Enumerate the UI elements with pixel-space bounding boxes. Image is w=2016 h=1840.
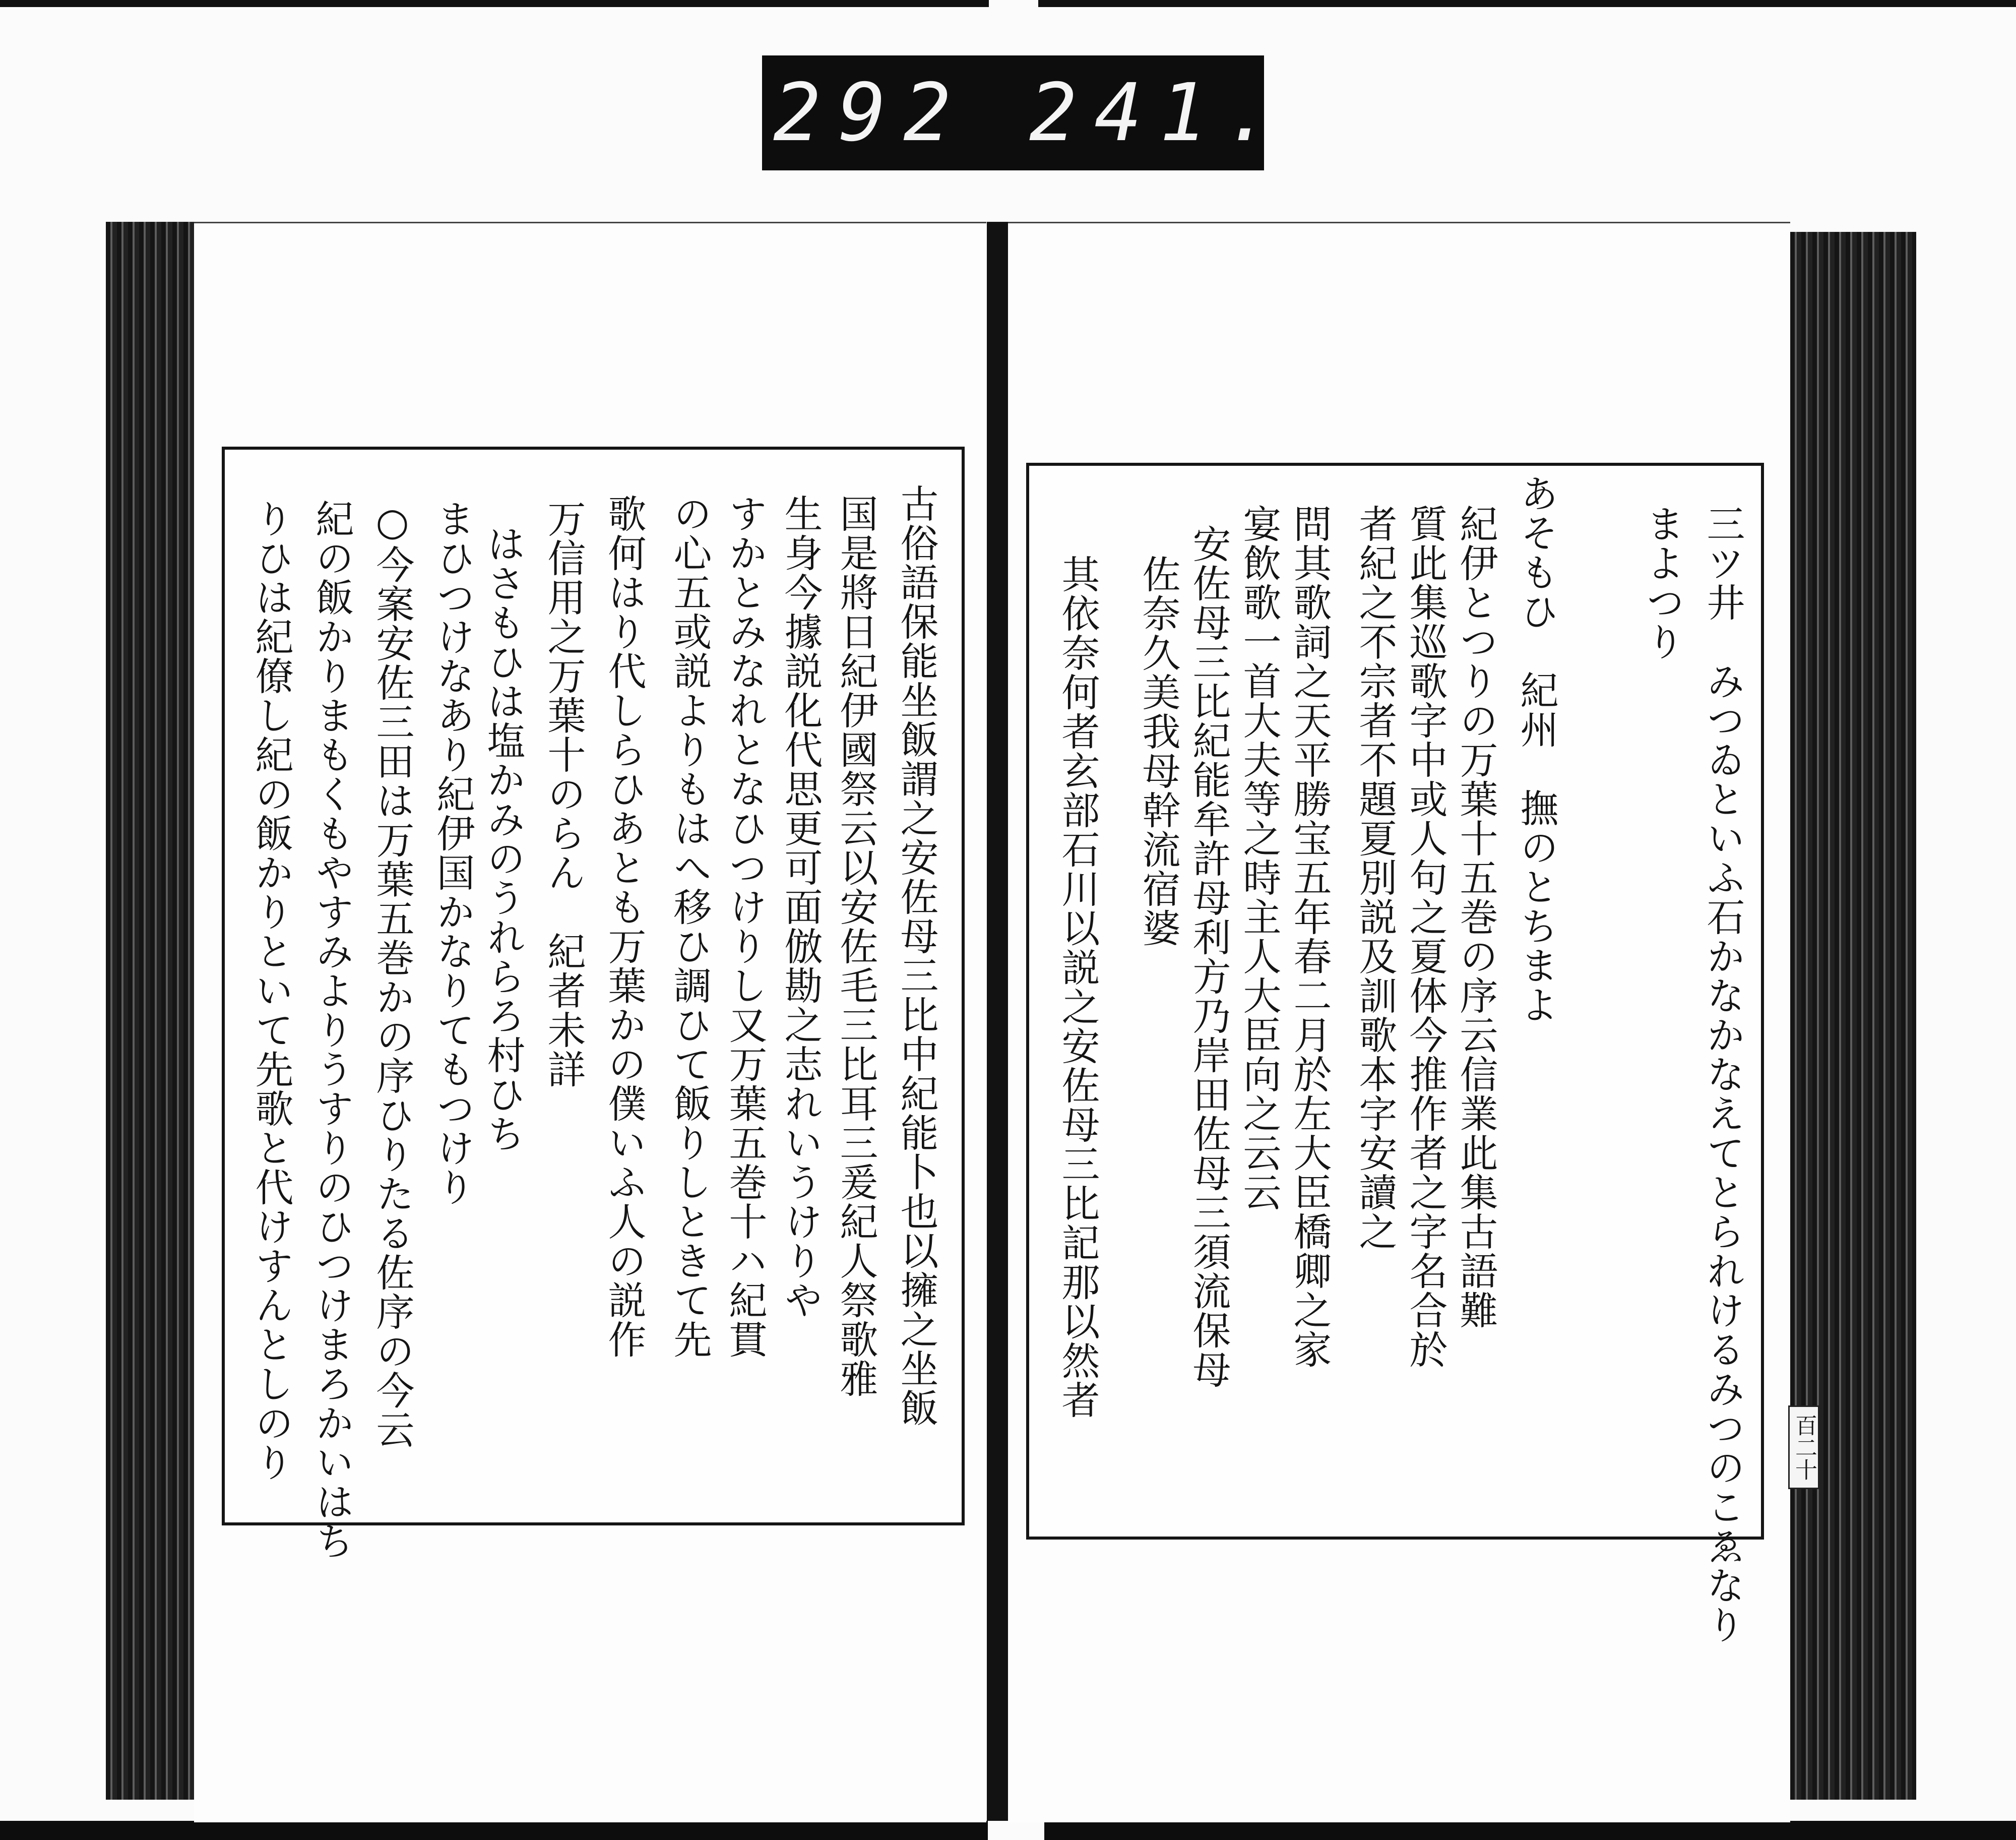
right-column-8: 宴飲歌一首大夫等之時主人大臣向之云云	[1237, 504, 1282, 1212]
left-column-10: ○今案安佐三田は万葉五巻かの序ひりたる佐序の今云	[370, 499, 415, 1449]
scan-bottom-edge-left	[0, 1821, 988, 1840]
right-column-10: 佐奈久美我母幹流宿婆	[1136, 555, 1181, 948]
left-column-6: 歌何はり代しらひあとも万葉かの僕いふ人の説作	[602, 494, 647, 1359]
book-gutter	[987, 222, 1008, 1821]
right-column-11: 其依奈何者玄部石川以説之安佐母三比記那以然者	[1055, 555, 1100, 1420]
scan-bottom-edge-right	[1044, 1821, 2016, 1840]
right-column-4: 紀伊とつりの万葉十五巻の序云信業此集古語難	[1454, 504, 1498, 1330]
right-fore-edge	[1790, 232, 1916, 1800]
scan-top-edge-right	[1038, 0, 2016, 7]
left-column-9: まひつけなあり紀伊国かなりてもつけり	[430, 499, 475, 1207]
left-column-12: りひは紀僚し紀の飯かりといて先歌と代けすんとしのり	[249, 499, 294, 1482]
left-column-2: 国是將日紀伊國祭云以安佐毛三比耳三爰紀人祭歌雅	[834, 494, 878, 1398]
right-column-7: 問其歌詞之天平勝宝五年春二月於左大臣橋卿之家	[1287, 504, 1332, 1369]
left-column-3: 生身今據説化代思更可面倣勘之志れいうけりや	[778, 494, 823, 1320]
left-column-5: の心五或説よりもはへ移ひ調ひて飯りしときて先	[667, 494, 712, 1359]
left-column-8: はさもひは塩かみのうれらろ村ひち	[481, 524, 526, 1153]
left-column-1: 古俗語保能坐飯謂之安佐母三比中紀能卜也以擁之坐飯	[894, 484, 939, 1428]
right-column-2: まよつり	[1640, 504, 1685, 661]
frame-number-right: 241.	[1029, 67, 1290, 159]
frame-number-left: 292	[773, 67, 969, 159]
right-column-9: 安佐母三比紀能牟許母利方乃岸田佐母三須流保母	[1186, 524, 1231, 1389]
folio-number: 百二十	[1788, 1405, 1819, 1489]
right-column-1: 三ツ井 みつゐといふ石かなかなえてとられけるみつのこゑなり	[1700, 504, 1745, 1644]
frame-number-plate	[762, 55, 1290, 170]
scan-top-edge-left	[0, 0, 989, 7]
right-column-5: 質此集巡歌字中或人句之夏体今推作者之字名合於	[1403, 504, 1448, 1369]
right-column-6: 者紀之不宗者不題夏別説及訓歌本字安讀之	[1353, 504, 1398, 1251]
left-column-4: すかとみなれとなひつけりし又万葉五巻十ハ紀貫	[723, 494, 768, 1359]
left-column-11: 紀の飯かりまもくもやすみよりうすりのひつけまろかいはち	[309, 499, 354, 1561]
right-column-3: あそもひ 紀州 撫のとちまよ	[1514, 474, 1559, 1024]
left-fore-edge	[106, 222, 196, 1800]
left-column-7: 万信用之万葉十のらん 紀者未詳	[541, 499, 586, 1089]
